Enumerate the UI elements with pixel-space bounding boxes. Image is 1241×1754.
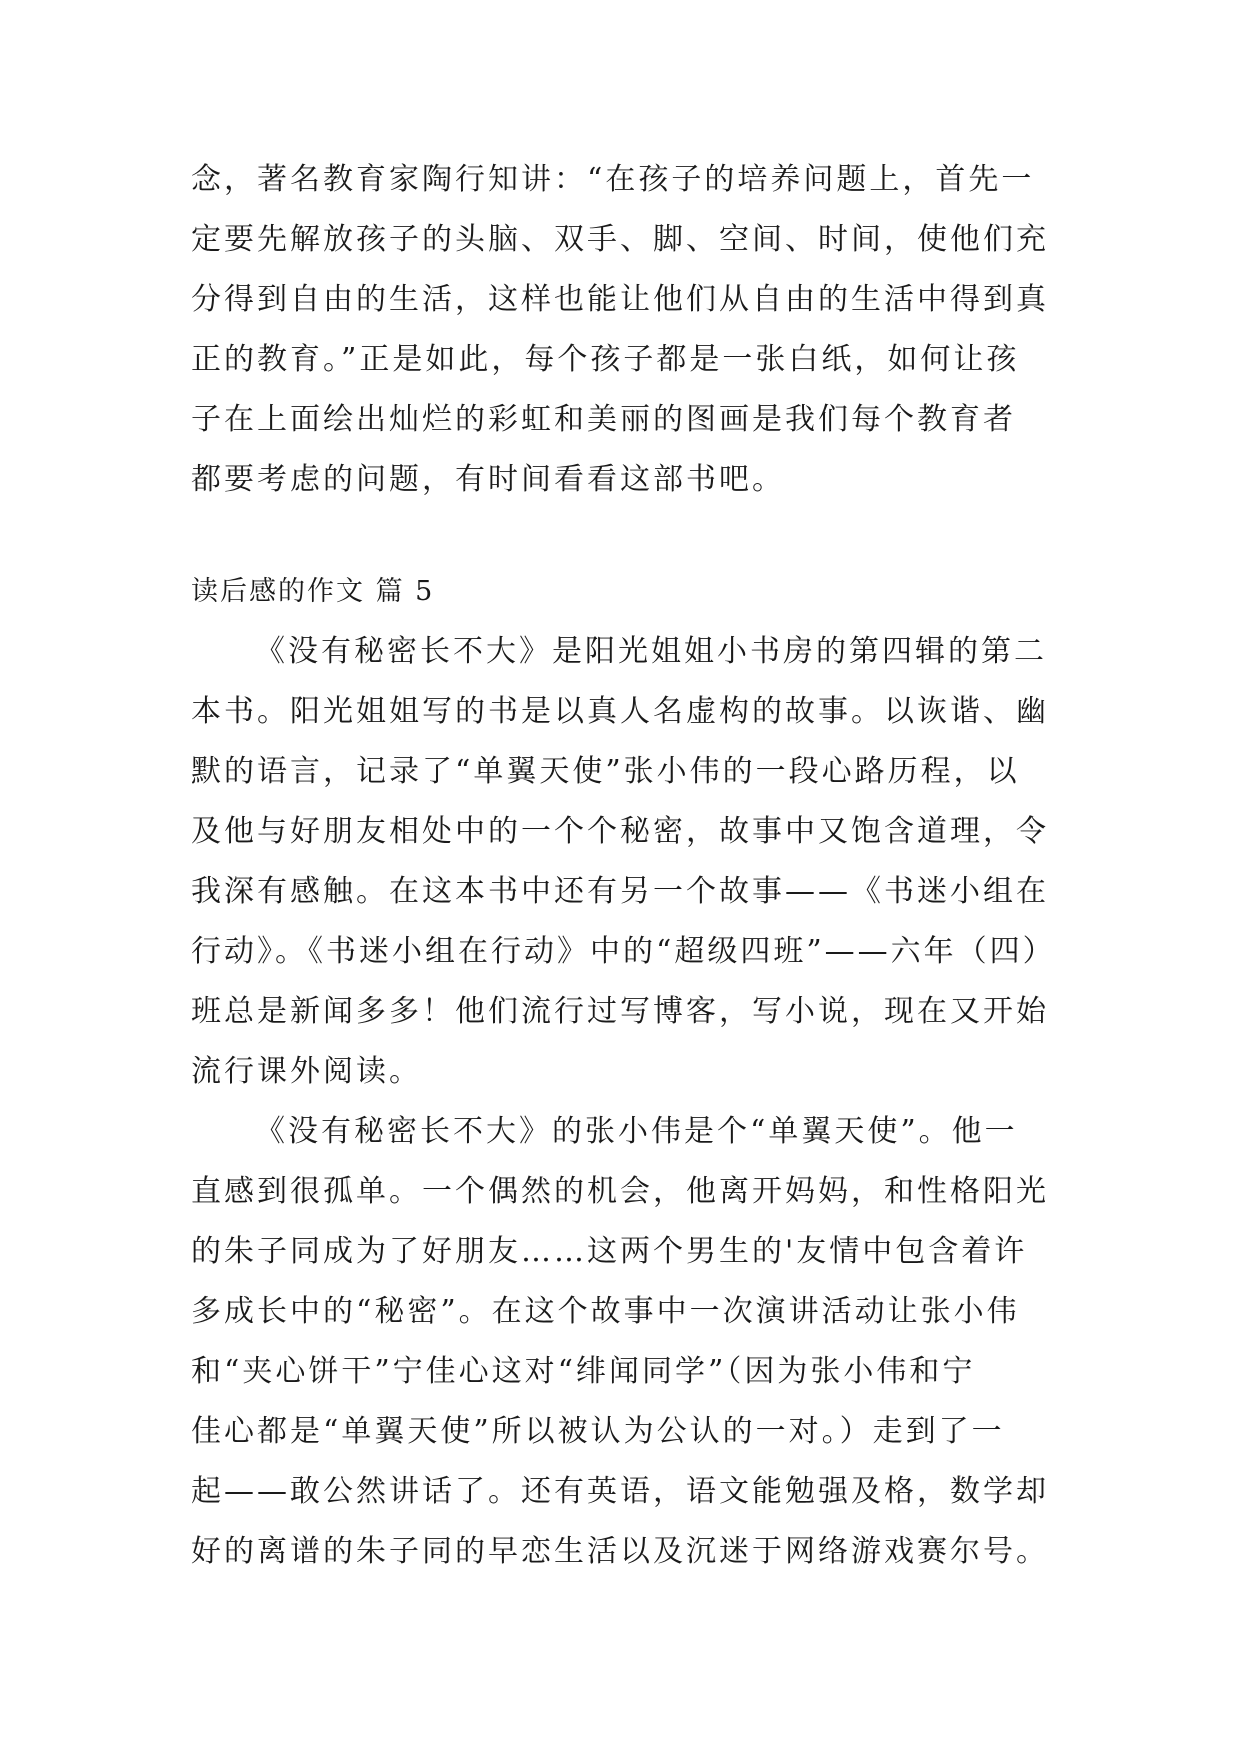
text-line: 和“夹心饼干”宁佳心这对“绯闻同学”（因为张小伟和宁	[191, 1354, 976, 1389]
text-line: 子在上面绘出灿烂的彩虹和美丽的图画是我们每个教育者	[191, 402, 1016, 437]
text-line: 的朱子同成为了好朋友……这两个男生的'友情中包含着许	[191, 1234, 1028, 1269]
continuation-paragraph	[191, 150, 1071, 510]
text-line: 及他与好朋友相处中的一个个秘密，故事中又饱含道理，令	[191, 814, 1049, 849]
text-line: 念，著名教育家陶行知讲：“在孩子的培养问题上，首先一	[191, 162, 1035, 197]
text-line: 《没有秘密长不大》是阳光姐姐小书房的第四辑的第二	[255, 634, 1047, 669]
text-line: 流行课外阅读。	[191, 1054, 422, 1089]
text-line: 行动》。《书迷小组在行动》中的“超级四班”——六年（四）	[191, 934, 1056, 969]
text-line: 佳心都是“单翼天使”所以被认为公认的一对。）走到了一	[191, 1414, 1005, 1449]
text-line: 默的语言，记录了“单翼天使”张小伟的一段心路历程，以	[191, 754, 1020, 789]
text-line: 分得到自由的生活，这样也能让他们从自由的生活中得到真	[191, 282, 1049, 317]
text-line: 本书。阳光姐姐写的书是以真人名虚构的故事。以诙谐、幽	[191, 694, 1049, 729]
text-line: 我深有感触。在这本书中还有另一个故事——《书迷小组在	[191, 874, 1049, 909]
section-heading: 读后感的作文 篇 5	[191, 576, 435, 607]
text-line: 好的离谱的朱子同的早恋生活以及沉迷于网络游戏赛尔号。	[191, 1534, 1049, 1569]
text-line: 直感到很孤单。一个偶然的机会，他离开妈妈，和性格阳光	[191, 1174, 1049, 1209]
paragraph-1	[191, 622, 1071, 1102]
text-line: 正的教育。”正是如此，每个孩子都是一张白纸，如何让孩	[191, 342, 1020, 377]
text-line: 班总是新闻多多！他们流行过写博客，写小说，现在又开始	[191, 994, 1049, 1029]
text-line: 多成长中的“秘密”。在这个故事中一次演讲活动让张小伟	[191, 1294, 1020, 1329]
paragraph-2	[191, 1102, 1071, 1582]
text-line: 《没有秘密长不大》的张小伟是个“单翼天使”。他一	[255, 1114, 1018, 1149]
text-line: 定要先解放孩子的头脑、双手、脚、空间、时间，使他们充	[191, 222, 1049, 257]
text-line: 起——敢公然讲话了。还有英语，语文能勉强及格，数学却	[191, 1474, 1049, 1509]
text-line: 都要考虑的问题，有时间看看这部书吧。	[191, 462, 785, 497]
